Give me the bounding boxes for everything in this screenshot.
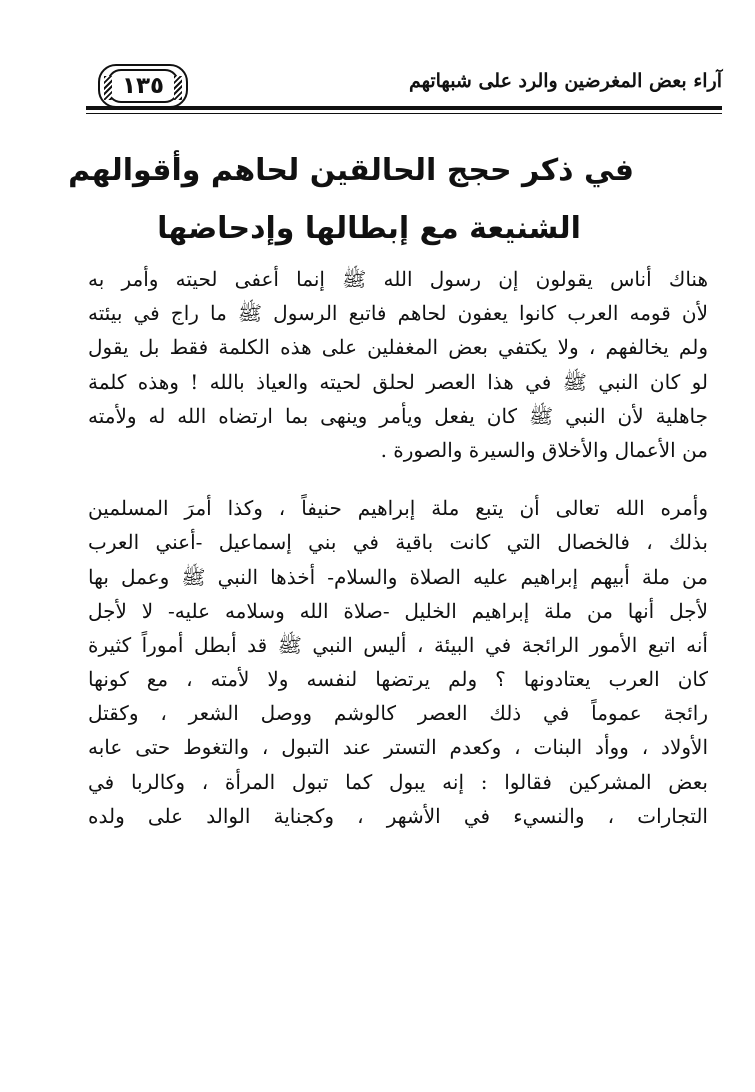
text-line: لأجل أنها من ملة إبراهيم الخليل -صلاة الله وسلامه عليه- لا لأجل <box>88 598 708 623</box>
text-line: ولم يخالفهم ، ولا يكتفي بعض المغفلين على هذه الكلمة فقط بل يقول <box>88 335 708 360</box>
text-line: هناك أناس يقولون إن رسول الله ﷺ إنما أعفى لحيته وأمر به <box>88 267 708 291</box>
text-line: كان العرب يعتادونها ؟ ولم يرتضها لنفسه ولا لأمته ، مع كونها <box>88 667 708 692</box>
paragraph-2 <box>88 491 708 833</box>
paragraph-1 <box>88 262 708 467</box>
page-number-inner-frame <box>107 69 179 103</box>
body-text <box>88 262 708 833</box>
text-line: أنه اتبع الأمور الرائجة في البيئة ، أليس النبي ﷺ قد أبطل أموراً كثيرة <box>88 632 708 657</box>
running-title: آراء بعض المغرضين والرد على شبهاتهم <box>408 70 722 92</box>
text-line: لأن قومه العرب كانوا يعفون لحاهم فاتبع الرسول ﷺ ما راج في بيئته <box>88 301 708 326</box>
paragraph-spacer <box>88 467 708 491</box>
frame-ornament-left <box>104 76 112 100</box>
text-line: التجارات ، والنسيء في الأشهر ، وكجناية الوالد على ولده <box>88 803 708 828</box>
page-header <box>86 56 722 112</box>
section-heading <box>68 142 634 258</box>
heading-line-2: الشنيعة مع إبطالها وإدحاضها <box>157 211 581 246</box>
frame-ornament-right <box>174 76 182 100</box>
text-line: من ملة أبيهم إبراهيم عليه الصلاة والسلام- أخذها النبي ﷺ وعمل بها <box>88 564 708 589</box>
text-line: لو كان النبي ﷺ في هذا العصر لحلق لحيته والعياذ بالله ! وهذه كلمة <box>88 369 708 394</box>
text-line: من الأعمال والأخلاق والسيرة والصورة . <box>380 437 708 462</box>
header-rule-thick <box>86 106 722 110</box>
header-rule-thin <box>86 113 722 114</box>
page-number: ١٣٥ <box>121 73 165 99</box>
text-line: بذلك ، فالخصال التي كانت باقية في بني إسماعيل -أعني العرب <box>88 530 708 555</box>
text-line: وأمره الله تعالى أن يتبع ملة إبراهيم حنيفاً ، وكذا أمرَ المسلمين <box>88 496 708 521</box>
text-line: رائجة عموماً في ذلك العصر كالوشم ووصل الشعر ، وكقتل <box>88 701 708 726</box>
page-number-frame <box>98 64 188 108</box>
heading-line-1: في ذكر حجج الحالقين لحاهم وأقوالهم <box>68 153 634 188</box>
text-line: جاهلية لأن النبي ﷺ كان يفعل ويأمر وينهى بما ارتضاه الله له ولأمته <box>88 403 708 428</box>
text-line: بعض المشركين فقالوا : إنه يبول كما تبول المرأة ، وكالربا في <box>88 769 708 794</box>
text-line: الأولاد ، ووأد البنات ، وكعدم التستر عند التبول ، والتغوط حتى عابه <box>88 735 708 760</box>
